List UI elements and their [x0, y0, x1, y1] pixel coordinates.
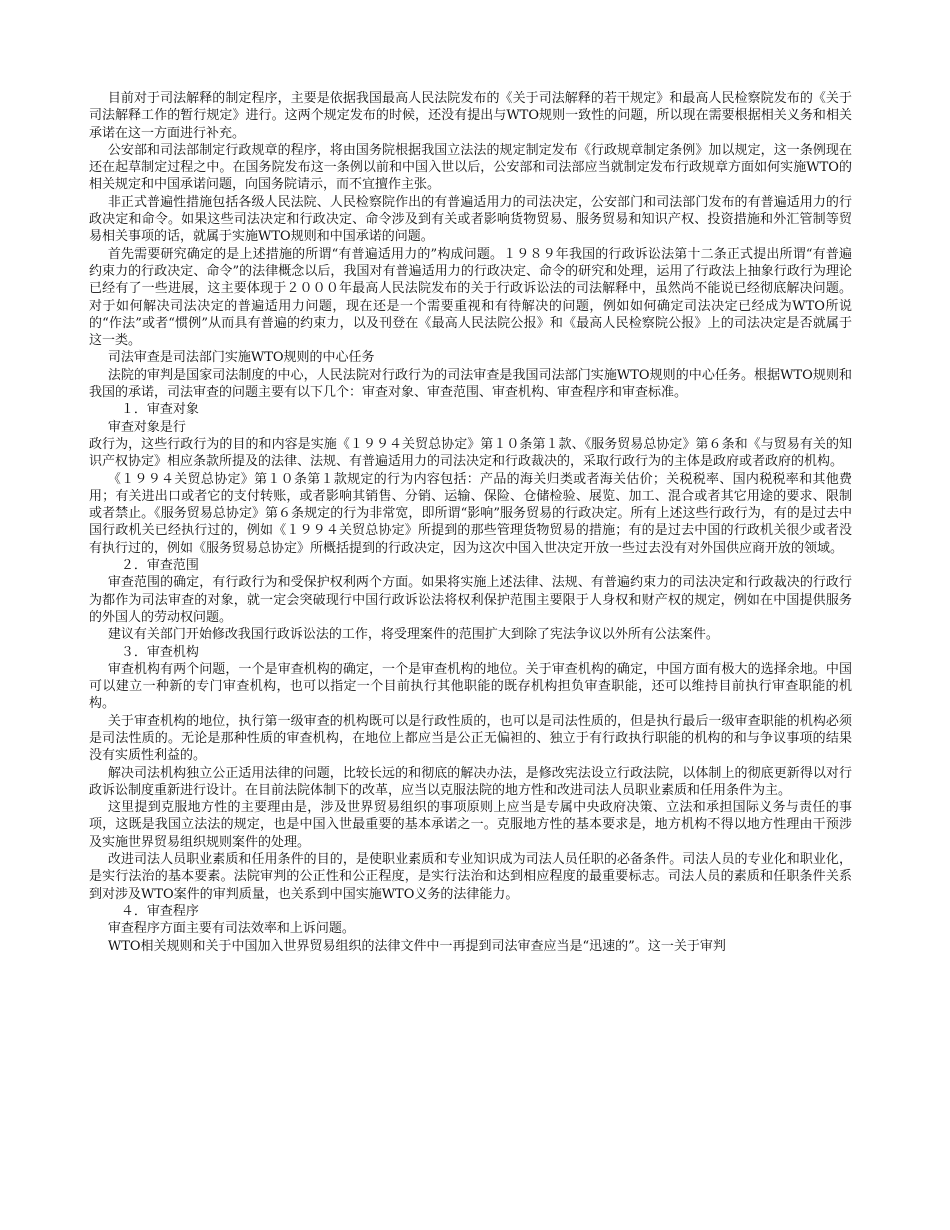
paragraph: 解决司法机构独立公正适用法律的问题，比较长远的和彻底的解决办法，是修改宪法设立行政法院，以体制上的彻底更新得以对行政诉讼制度重新进行设计。在目前法院体制下的改革，应当以克服法院的地方性和改进司法人员职业素质和任用条件为主。	[89, 765, 852, 798]
paragraph: 审查程序方面主要有司法效率和上诉问题。	[107, 921, 355, 937]
paragraph: 目前对于司法解释的制定程序，主要是依据我国最高人民法院发布的《关于司法解释的若干规定》和最高人民检察院发布的《关于司法解释工作的暂行规定》进行。这两个规定发布的时候，还没有提出与WTO规则一致性的问题，所以现在需要根据相关义务和相关承诺在这一方面进行补充。	[89, 91, 852, 141]
paragraph: 法院的审判是国家司法制度的中心，人民法院对行政行为的司法审查是我国司法部门实施WTO规则的中心任务。根据WTO规则和我国的承诺，司法审查的问题主要有以下几个：审查对象、审查范围、审查机构、审查程序和审查标准。	[89, 367, 852, 401]
paragraph: 首先需要研究确定的是上述措施的所谓“有普遍适用力的”构成问题。１９８９年我国的行政诉讼法第十二条正式提出所谓“有普遍约束力的行政决定、命令”的法律概念以后，我国对有普遍适用力的行政决定、命令的研究和处理，运用了行政法上抽象行政行为理论已经有了一些进展，这主要体现于２０００年最高人民法院发布的关于行政诉讼法的司法解释中，虽然尚不能说已经彻底解决问题。对于如何解决司法决定的普遍适用力问题，现在还是一个需要重视和有待解决的问题，例如如何确定司法决定已经成为WTO所说的“作法”或者“惯例”从而具有普遍的约束力，以及刊登在《最高人民法院公报》和《最高人民检察院公报》上的司法决定是否就属于这一类。	[89, 246, 852, 349]
paragraph: 审查机构有两个问题，一个是审查机构的确定，一个是审查机构的地位。关于审查机构的确定，中国方面有极大的选择余地。中国可以建立一种新的专门审查机构，也可以指定一个目前执行其他职能的既存机构担负审查职能，还可以维持目前执行审查职能的机构。	[89, 661, 852, 712]
paragraph: 非正式普遍性措施包括各级人民法院、人民检察院作出的有普遍适用力的司法决定，公安部门和司法部门发布的有普遍适用力的行政决定和命令。如果这些司法决定和行政决定、命令涉及到有关或者影响货物贸易、服务贸易和知识产权、投资措施和外汇管制等贸易相关事项的话，就属于实施WTO规则和中国承诺的问题。	[89, 194, 852, 245]
paragraph: 这里提到克服地方性的主要理由是，涉及世界贸易组织的事项原则上应当是专属中央政府决策、立法和承担国际义务与责任的事项，这既是我国立法法的规定，也是中国入世最重要的基本承诺之一。克服地方性的基本要求是，地方机构不得以地方性理由干预涉及实施世界贸易组织规则案件的处理。	[89, 800, 852, 850]
paragraph: ２．审查范围	[107, 558, 199, 574]
paragraph: 改进司法人员职业素质和任用条件的目的，是使职业素质和专业知识成为司法人员任职的必备条件。司法人员的专业化和职业化，是实行法治的基本要素。法院审判的公正性和公正程度，是实行法治和达到相应程度的最重要标志。司法人员的素质和任职条件关系到对涉及WTO案件的审判质量，也关系到中国实施WTO义务的法律能力。	[89, 852, 852, 902]
paragraph: ３．审查机构	[107, 644, 199, 660]
paragraph: 政行为，这些行政行为的目的和内容是实施《１９９４关贸总协定》第１０条第１款、《服务贸易总协定》第６条和《与贸易有关的知识产权协定》相应条款所提及的法律、法规、有普遍适用力的司法决定和行政裁决的，采取行政行为的主体是政府或者政府的机构。	[89, 436, 852, 470]
paragraph: 公安部和司法部制定行政规章的程序，将由国务院根据我国立法法的规定制定发布《行政规章制定条例》加以规定，这一条例现在还在起草制定过程之中。在国务院发布这一条例以前和中国入世以后，公安部和司法部应当就制定发布行政规章方面如何实施WTO的相关规定和中国承诺问题，向国务院请示，而不宜擅作主张。	[89, 142, 852, 193]
paragraph: WTO相关规则和关于中国加入世界贸易组织的法律文件中一再提到司法审查应当是“迅速的”。这一关于审判	[107, 938, 726, 954]
paragraph: ４．审查程序	[107, 903, 199, 919]
paragraph: 建议有关部门开始修改我国行政诉讼法的工作，将受理案件的范围扩大到除了宪法争议以外所有公法案件。	[107, 627, 719, 643]
paragraph: 司法审查是司法部门实施WTO规则的中心任务	[107, 350, 375, 366]
paragraph: 审查范围的确定，有行政行为和受保护权利两个方面。如果将实施上述法律、法规、有普遍约束力的司法决定和行政裁决的行政行为都作为司法审查的对象，就一定会突破现行中国行政诉讼法将权利保护范围主要限于人身权和财产权的规定，例如在中国提供服务的外国人的劳动权问题。	[89, 575, 852, 625]
document-body	[89, 90, 852, 955]
paragraph: 《１９９４关贸总协定》第１０条第１款规定的行为内容包括：产品的海关归类或者海关估价；关税税率、国内税税率和其他费用；有关进出口或者它的支付转账，或者影响其销售、分销、运输、保险、仓储检验、展览、加工、混合或者其它用途的要求、限制或者禁止。《服务贸易总协定》第６条规定的行为非常宽，即所谓“影响”服务贸易的行政决定。所有上述这些行政行为，有的是过去中国行政机关已经执行过的，例如《１９９４关贸总协定》所提到的那些管理货物贸易的措施；有的是过去中国的行政机关很少或者没有执行过的，例如《服务贸易总协定》所概括提到的行政决定，因为这次中国入世决定开放一些过去没有对外国供应商开放的领域。	[89, 471, 852, 556]
paragraph: 关于审查机构的地位，执行第一级审查的机构既可以是行政性质的，也可以是司法性质的，但是执行最后一级审查职能的机构必须是司法性质的。无论是那种性质的审查机构，在地位上都应当是公正无偏袒的、独立于有行政执行职能的机构的和与争议事项的结果没有实质性利益的。	[89, 713, 852, 764]
paragraph: １．审查对象	[107, 402, 199, 418]
paragraph: 审查对象是行	[107, 419, 186, 435]
